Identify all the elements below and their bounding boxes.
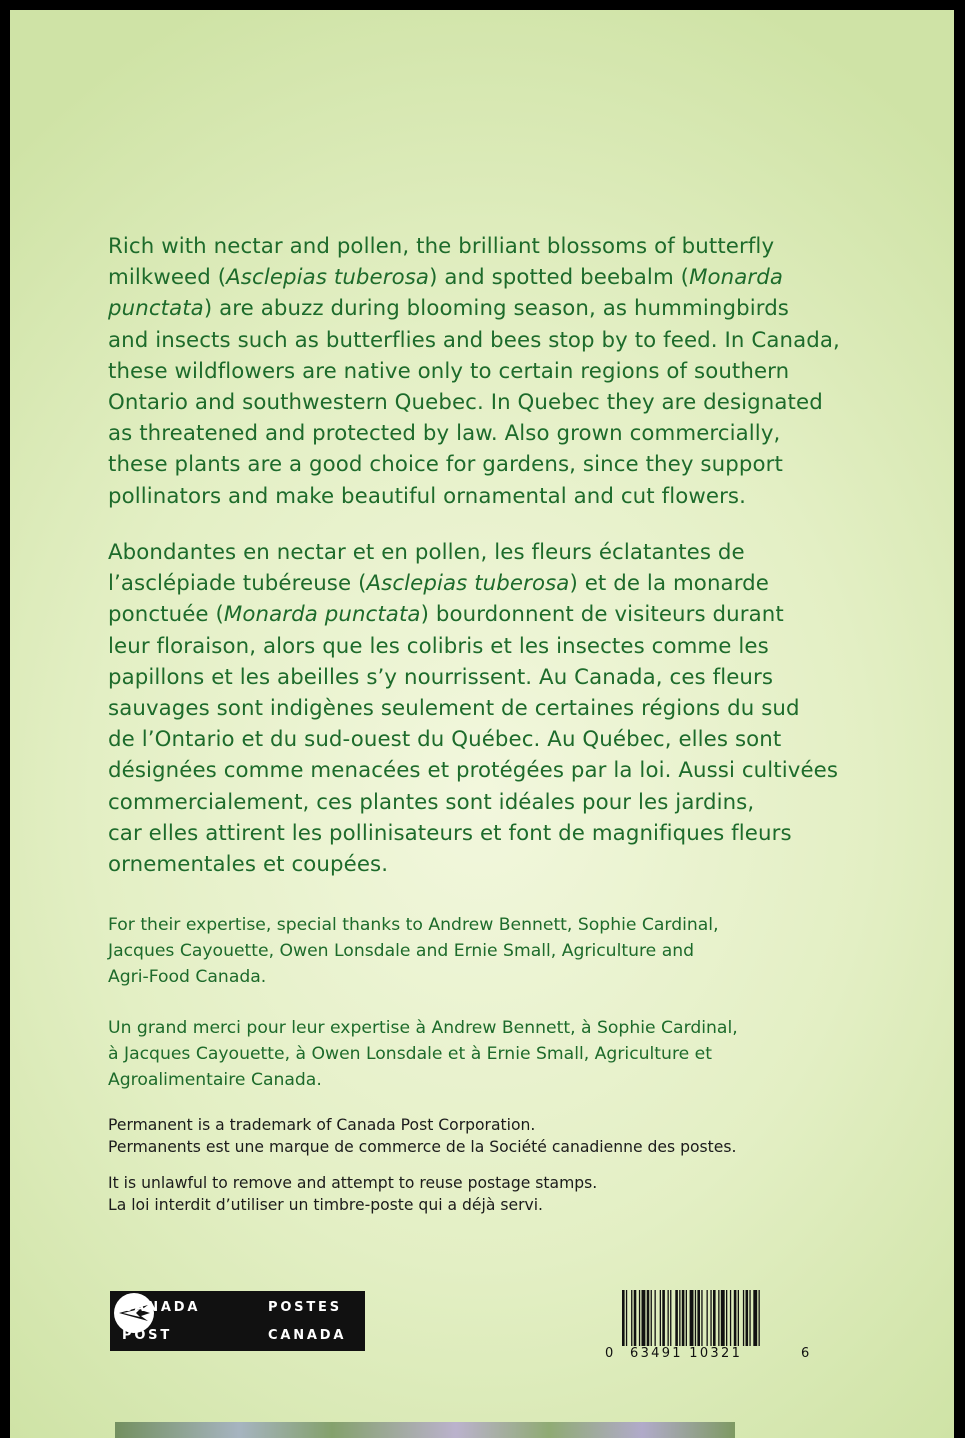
barcode-bar [626,1290,627,1346]
barcode-right-digit: 6 [801,1346,811,1361]
barcode-bar [726,1290,727,1346]
barcode-bar [713,1290,716,1346]
barcode-bar [718,1290,719,1346]
thanks-english [108,912,868,991]
barcode-bar [660,1290,661,1346]
barcode-bar [697,1290,700,1346]
paragraph-line: and insects such as butterflies and bees stop by to feed. In Canada, [108,327,840,353]
stamp-image-edge [115,1422,735,1438]
barcode-bar [730,1290,731,1346]
thanks-english-line: Jacques Cayouette, Owen Lonsdale and Ernie Small, Agriculture and [108,941,695,962]
barcode-bar [749,1290,750,1346]
paragraph-line: these plants are a good choice for gardens, since they support [108,452,783,478]
thanks-french-line: Agroalimentaire Canada. [108,1070,322,1091]
barcode-middle-digits: 63491 10321 [630,1346,743,1361]
barcode-bar [675,1290,678,1346]
barcode-bar [738,1290,739,1346]
thanks-french-line: Un grand merci pour leur expertise à Andrew Bennett, à Sophie Cardinal, [108,1018,738,1038]
barcode-bar [686,1290,687,1346]
species-name: Asclepias tuberosa [226,265,430,291]
logo-text-postes: POSTES [268,1300,342,1315]
paragraph-line: ornementales et coupées. [108,852,389,878]
paragraph-line: these wildflowers are native only to certain regions of southern [108,358,790,384]
barcode-bar [670,1290,671,1346]
paragraph-line: Rich with nectar and pollen, the brilliant blossoms of butterfly [108,234,775,259]
paragraph-line: ponctuée (Monarda punctata) bourdonnent de visiteurs durant [108,602,784,628]
paragraph-line: commercialement, ces plantes sont idéales pour les jardins, [108,789,755,815]
paragraph-line: Abondantes en nectar et en pollen, les fleurs éclatantes de [108,540,745,565]
barcode-bar [668,1290,669,1346]
barcode-bars [622,1290,812,1346]
paragraph-line: l’asclépiade tubéreuse (Asclepias tuberosa) et de la monarde [108,571,769,597]
barcode-bar [639,1290,640,1346]
barcode-bar [647,1290,650,1346]
barcode-bar [679,1290,680,1346]
barcode-bar [642,1290,646,1346]
paragraph-line: papillons et les abeilles s’y nourrissent. Au Canada, ces fleurs [108,664,774,690]
barcode-bar [710,1290,711,1346]
barcode-bar [655,1290,656,1346]
barcode-bar [690,1290,694,1346]
booklet-back-cover [10,10,954,1438]
barcode-bar [701,1290,702,1346]
species-name: Asclepias tuberosa [366,571,570,597]
paragraph-line: milkweed (Asclepias tuberosa) and spotted beebalm (Monarda [108,265,784,291]
barcode-bar [707,1290,708,1346]
barcode-bar [662,1290,665,1346]
logo-text-post: POST [122,1328,173,1343]
barcode-bar [622,1290,625,1346]
logo-text-canada-fr: CANADA [268,1328,347,1343]
thanks-english-line: Agri-Food Canada. [108,967,267,988]
paragraph-line: désignées comme menacées et protégées par la loi. Aussi cultivées [108,758,839,784]
paragraph-line: de l’Ontario et du sud-ouest du Québec. Au Québec, elles sont [108,727,782,753]
barcode-left-digit: 0 [605,1346,615,1361]
trademark-line: Permanent is a trademark of Canada Post Corporation. [108,1116,536,1134]
barcode-bar [631,1290,632,1346]
barcode-bar [651,1290,652,1346]
barcode-bar [634,1290,637,1346]
reuse-warning [108,1172,868,1216]
barcode-bar [759,1290,760,1346]
french-description [108,537,868,880]
paragraph-line: sauvages sont indigènes seulement de certaines régions du sud [108,696,800,722]
thanks-french [108,1015,868,1094]
english-description [108,231,868,512]
barcode-bar [734,1290,737,1346]
paragraph-line: as threatened and protected by law. Also grown commercially, [108,421,781,447]
trademark-line: Permanents est une marque de commerce de la Société canadienne des postes. [108,1138,737,1156]
paragraph-line: punctata) are abuzz during blooming season, as hummingbirds [108,296,790,322]
species-name: Monarda punctata [223,602,421,628]
logo-text-canada: CANADA [122,1300,201,1315]
reuse-warning-line: It is unlawful to remove and attempt to reuse postage stamps. [108,1174,598,1192]
thanks-english-line: For their expertise, special thanks to Andrew Bennett, Sophie Cardinal, [108,915,719,935]
species-name: punctata [108,296,204,322]
barcode-bar [721,1290,725,1346]
trademark-notice [108,1114,868,1158]
thanks-french-line: à Jacques Cayouette, à Owen Lonsdale et à Ernie Small, Agriculture et [108,1044,712,1065]
barcode-bar [746,1290,749,1346]
paragraph-line: car elles attirent les pollinisateurs et font de magnifiques fleurs [108,820,792,846]
barcode-bar [695,1290,696,1346]
paragraph-line: leur floraison, alors que les colibris et les insectes comme les [108,633,769,659]
upc-barcode [605,1290,828,1370]
reuse-warning-line: La loi interdit d’utiliser un timbre-poste qui a déjà servi. [108,1196,544,1214]
species-name: Monarda [689,265,784,291]
barcode-bar [753,1290,757,1346]
canada-post-logo [110,1291,365,1351]
barcode-bar [682,1290,685,1346]
paragraph-line: Ontario and southwestern Quebec. In Quebec they are designated [108,390,823,416]
paragraph-line: pollinators and make beautiful ornamental and cut flowers. [108,483,746,509]
barcode-bar [743,1290,744,1346]
